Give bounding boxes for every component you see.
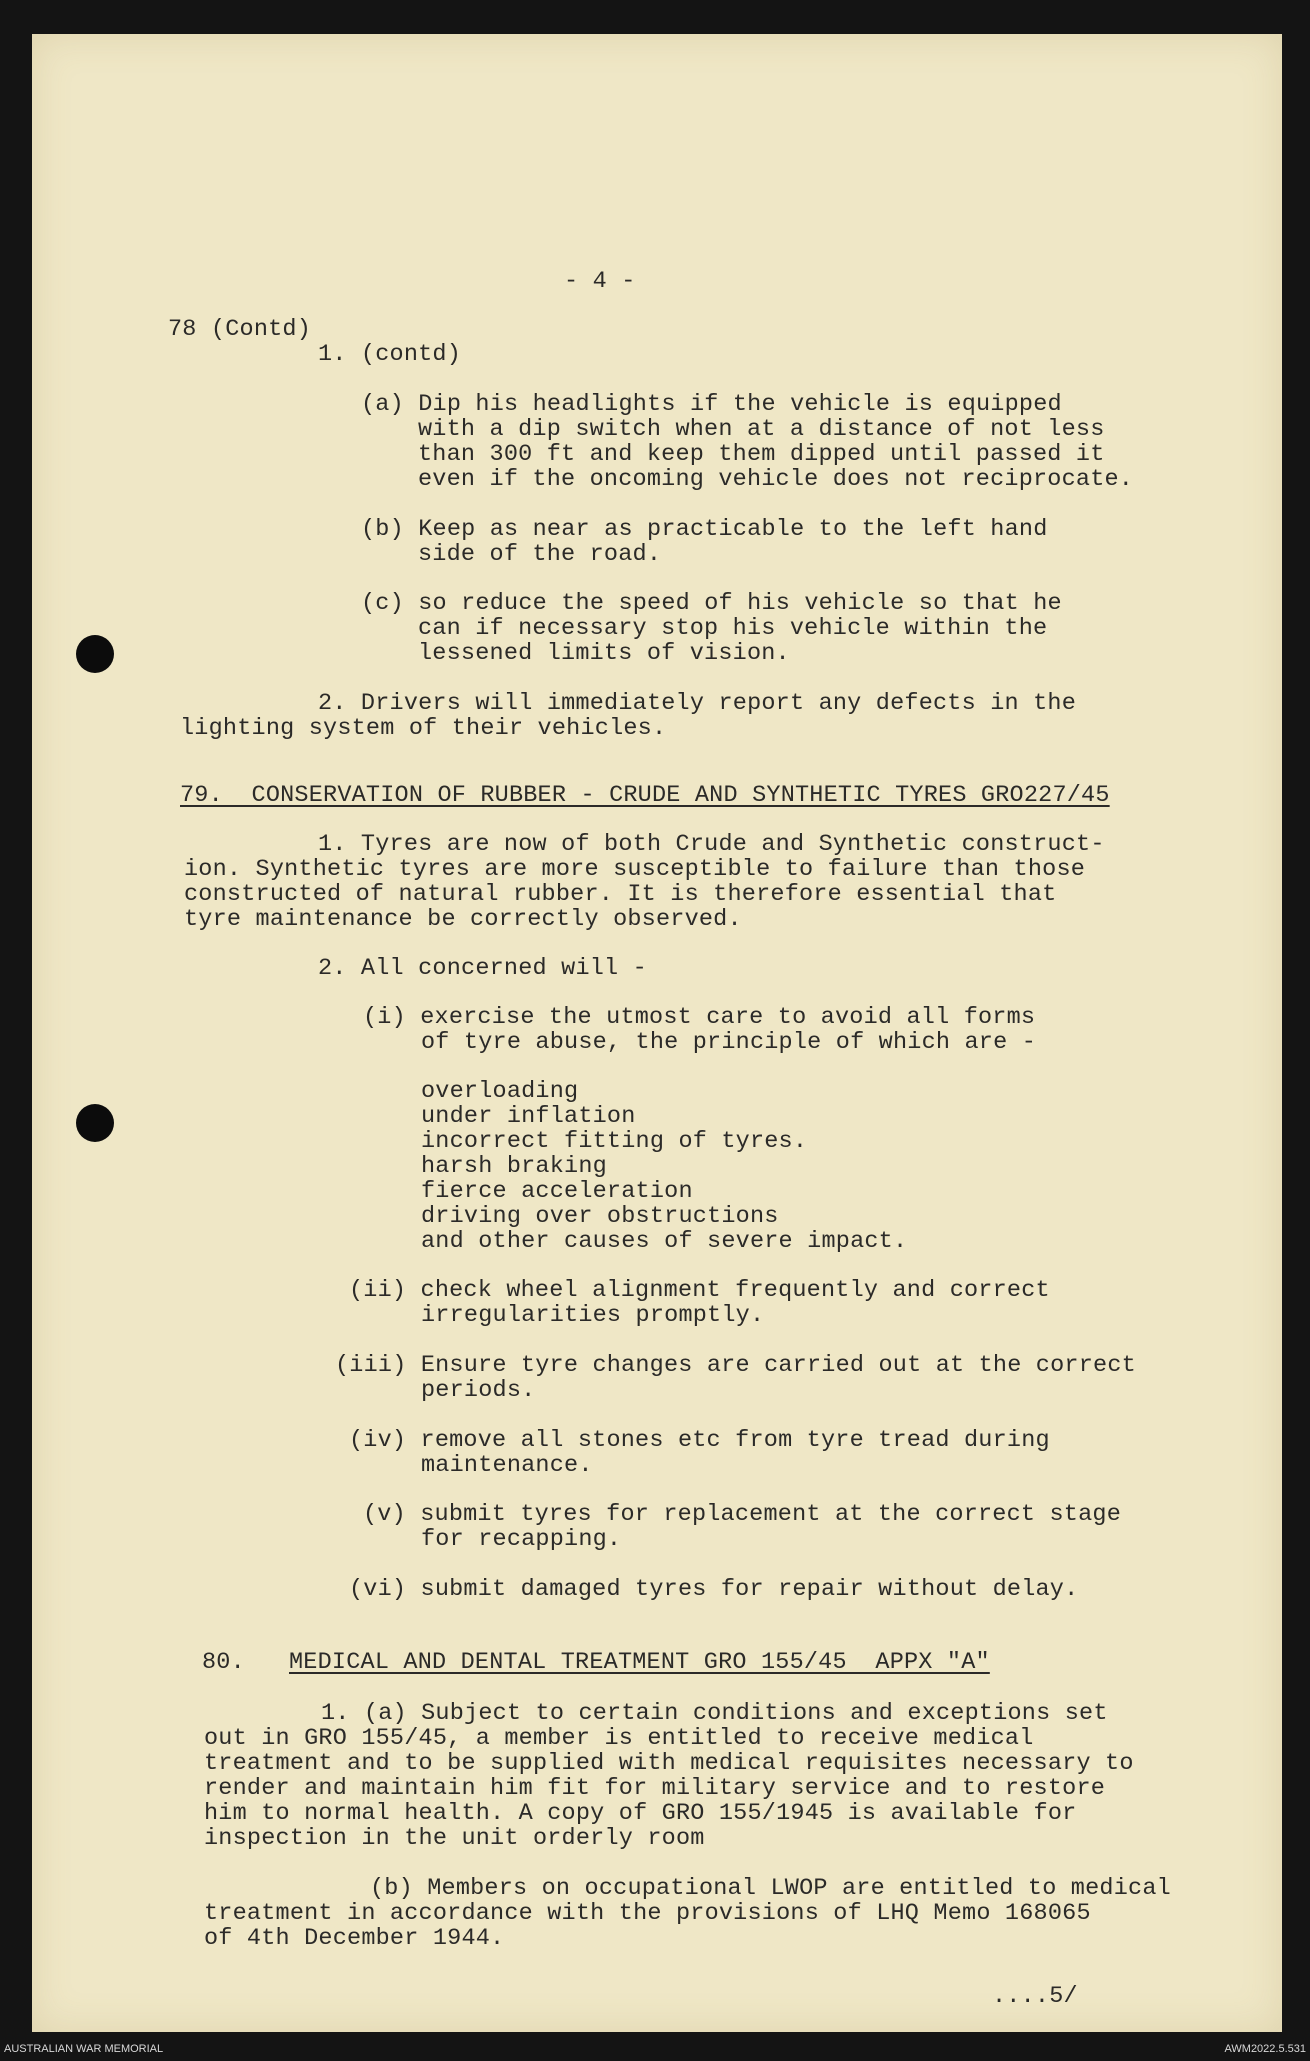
text-line: overloading — [421, 1078, 579, 1105]
text-line: periods. — [421, 1377, 536, 1404]
text-line: than 300 ft and keep them dipped until passed it — [418, 441, 1105, 468]
text-line: 1. Tyres are now of both Crude and Synthetic construct- — [318, 831, 1105, 858]
text-line: harsh braking — [421, 1153, 607, 1180]
text-line: (i) exercise the utmost care to avoid all forms — [363, 1004, 1036, 1031]
footer-accession: AWM2022.5.531 — [1224, 2043, 1306, 2055]
text-line: for recapping. — [421, 1526, 622, 1553]
text-line: lighting system of their vehicles. — [180, 715, 667, 742]
text-line: even if the oncoming vehicle does not reciprocate. — [418, 466, 1134, 493]
text-line: treatment in accordance with the provisions of LHQ Memo 168065 — [204, 1900, 1091, 1927]
text-line: 2. All concerned will - — [318, 955, 647, 982]
text-line: constructed of natural rubber. It is therefore essential that — [184, 881, 1057, 908]
text-line: (iv) remove all stones etc from tyre tread during — [349, 1427, 1050, 1454]
text-line: 2. Drivers will immediately report any defects in the — [318, 690, 1077, 717]
text-line: him to normal health. A copy of GRO 155/1945 is available for — [204, 1800, 1077, 1827]
text-line: side of the road. — [418, 541, 662, 568]
text-line: driving over obstructions — [421, 1203, 779, 1230]
text-line: (vi) submit damaged tyres for repair without delay. — [349, 1576, 1079, 1603]
section-78-heading: 78 (Contd) — [168, 316, 312, 343]
text-line: with a dip switch when at a distance of not less — [418, 416, 1105, 443]
text-line: render and maintain him fit for military service and to restore — [204, 1775, 1106, 1802]
section-80-number: 80. — [202, 1649, 245, 1676]
text-line: (c) so reduce the speed of his vehicle so that he — [361, 590, 1062, 617]
text-line: incorrect fitting of tyres. — [421, 1128, 808, 1155]
text-line: fierce acceleration — [421, 1178, 693, 1205]
text-line: 1. (contd) — [318, 341, 462, 368]
text-line: irregularities promptly. — [421, 1302, 765, 1329]
text-line: 1. (a) Subject to certain conditions and exceptions set — [321, 1700, 1108, 1727]
document-page — [32, 34, 1282, 2032]
continuation-marker: ....5/ — [992, 1983, 1078, 2010]
text-line: out in GRO 155/45, a member is entitled to receive medical — [204, 1725, 1034, 1752]
text-line: maintenance. — [421, 1452, 593, 1479]
footer-institution: AUSTRALIAN WAR MEMORIAL — [4, 2043, 164, 2055]
section-80-heading: MEDICAL AND DENTAL TREATMENT GRO 155/45 APPX "A" — [289, 1649, 990, 1676]
text-line: under inflation — [421, 1103, 636, 1130]
archive-footer — [0, 2035, 1310, 2061]
text-line: (b) Keep as near as practicable to the left hand — [361, 516, 1048, 543]
text-line: lessened limits of vision. — [418, 640, 790, 667]
text-line: tyre maintenance be correctly observed. — [184, 906, 742, 933]
binder-hole-bottom — [76, 1104, 114, 1142]
text-line: (a) Dip his headlights if the vehicle is equipped — [361, 391, 1062, 418]
text-line: of tyre abuse, the principle of which are - — [421, 1029, 1036, 1056]
text-line: of 4th December 1944. — [204, 1925, 505, 1952]
section-79-heading: 79. CONSERVATION OF RUBBER - CRUDE AND SYNTHETIC TYRES GRO227/45 — [180, 782, 1110, 809]
binder-hole-top — [76, 635, 114, 673]
text-line: (iii) Ensure tyre changes are carried out at the correct — [335, 1352, 1136, 1379]
text-line: treatment and to be supplied with medical requisites necessary to — [204, 1750, 1134, 1777]
text-line: can if necessary stop his vehicle within the — [418, 615, 1048, 642]
page-number: - 4 - — [564, 268, 636, 295]
text-line: (ii) check wheel alignment frequently and correct — [349, 1277, 1050, 1304]
text-line: ion. Synthetic tyres are more susceptible to failure than those — [184, 856, 1086, 883]
text-line: inspection in the unit orderly room — [204, 1825, 705, 1852]
text-line: (v) submit tyres for replacement at the correct stage — [363, 1501, 1122, 1528]
text-line: and other causes of severe impact. — [421, 1228, 908, 1255]
text-line: (b) Members on occupational LWOP are entitled to medical — [370, 1875, 1171, 1902]
